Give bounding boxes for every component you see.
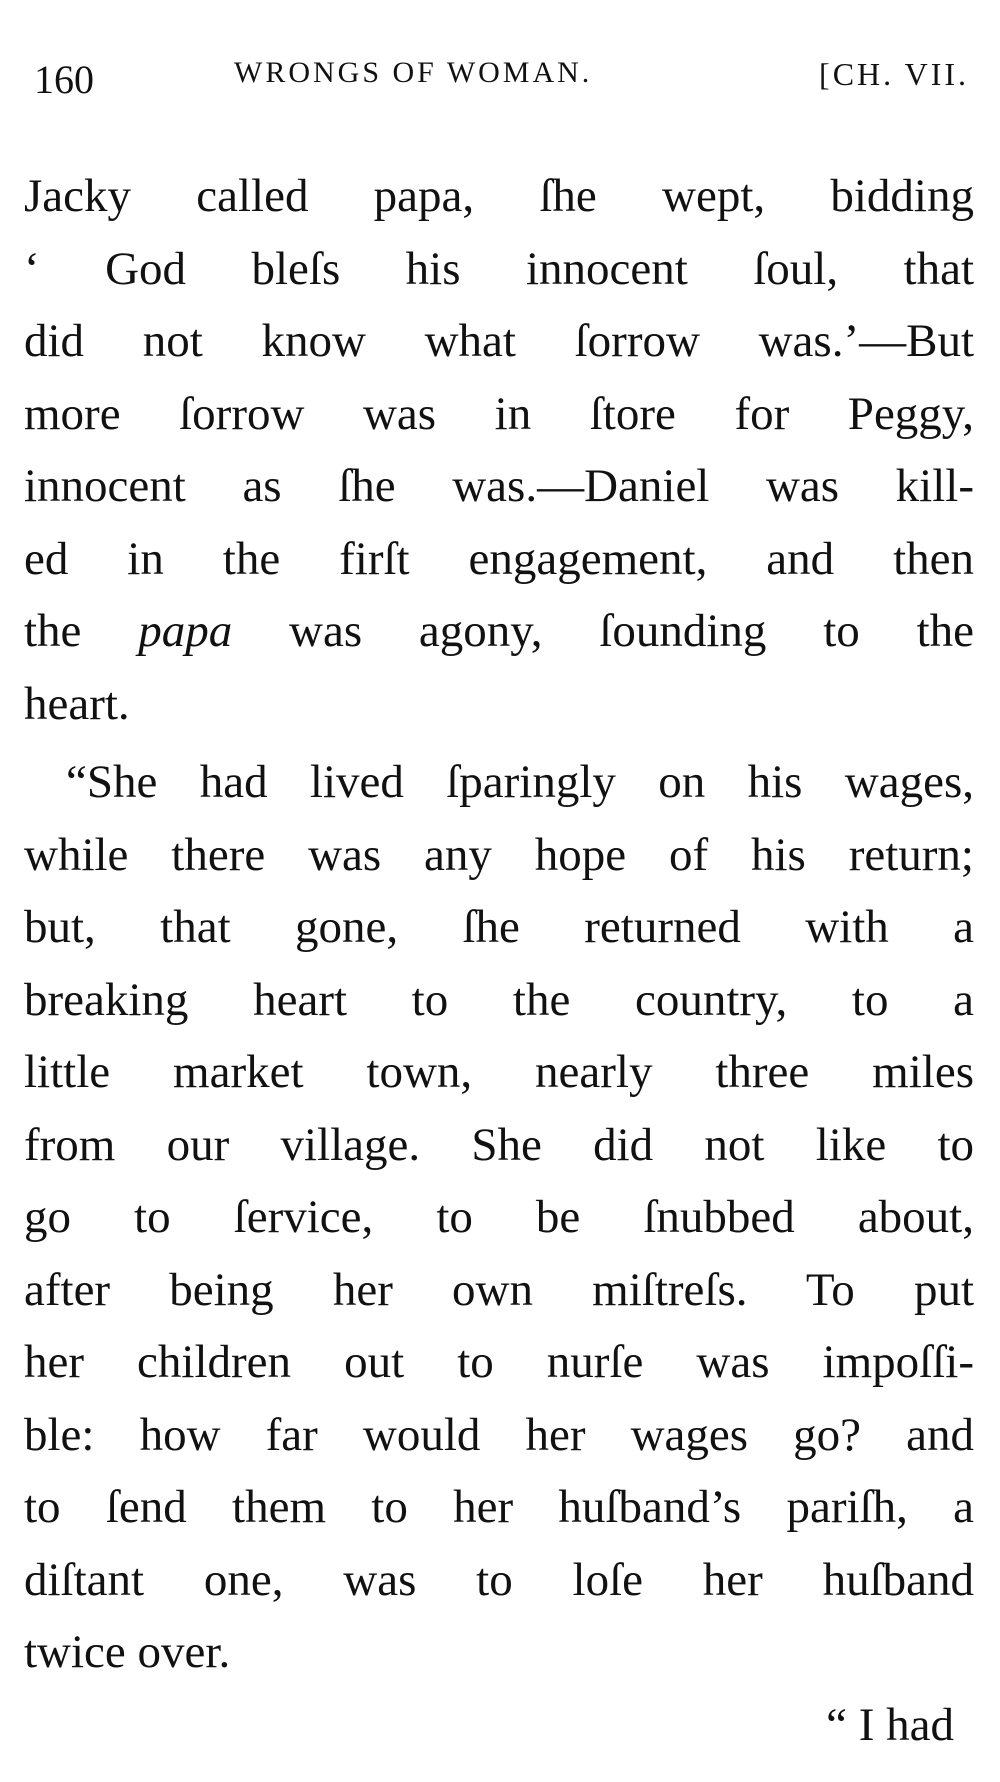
text-line: but, that gone, ſhe returned with a: [24, 901, 974, 953]
page-number: 160: [34, 57, 94, 102]
text-line: diſtant one, was to loſe her huſband: [24, 1553, 974, 1606]
chapter-marker: [CH. VII.: [819, 56, 969, 92]
body-text: [24, 160, 974, 1761]
text-line: more ſorrow was in ſtore for Peggy,: [24, 387, 974, 440]
text-segment: was agony, ſounding to the: [232, 605, 975, 657]
text-line: innocent as ſhe was.—Daniel was kill-: [24, 460, 974, 512]
text-line: her children out to nurſe was impoſſi-: [24, 1336, 974, 1388]
text-line: Jacky called papa, ſhe wept, bidding: [24, 170, 974, 222]
text-line: to ſend them to her huſband’s pariſh, a: [24, 1481, 974, 1533]
text-segment: the: [24, 605, 139, 657]
text-line: did not know what ſorrow was.’—But: [24, 315, 974, 367]
page-header: [34, 56, 969, 106]
catchword: “ I had: [826, 1698, 954, 1751]
text-line: while there was any hope of his return;: [24, 828, 974, 881]
text-line: ble: how far would her wages go? and: [24, 1408, 974, 1461]
text-line: from our village. She did not like to: [24, 1118, 974, 1171]
text-line: “She had lived ſparingly on his wages,: [66, 756, 974, 808]
text-line: ‘ God bleſs his innocent ſoul, that: [24, 242, 974, 295]
running-title: WRONGS OF WOMAN.: [234, 56, 593, 89]
text-line: twice over.: [24, 1626, 231, 1678]
text-line: ed in the firſt engagement, and then: [24, 532, 974, 585]
paragraph-1: [24, 160, 974, 740]
text-line: after being her own miſtreſs. To put: [24, 1263, 974, 1316]
text-line: go to ſervice, to be ſnubbed about,: [24, 1191, 974, 1243]
text-line-with-italic: [24, 595, 974, 668]
italic-word: papa: [138, 605, 233, 657]
text-line: breaking heart to the country, to a: [24, 973, 974, 1026]
text-line: little market town, nearly three miles: [24, 1046, 974, 1098]
paragraph-2: [24, 746, 974, 1689]
text-line: heart.: [24, 677, 130, 730]
